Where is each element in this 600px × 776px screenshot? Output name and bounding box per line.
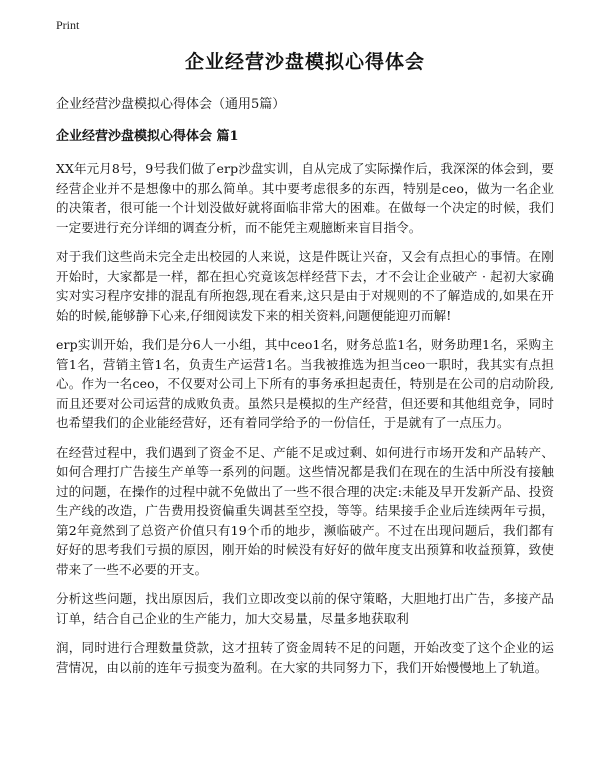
document-subtitle: 企业经营沙盘模拟心得体会（通用5篇） [56, 97, 286, 112]
paragraph-3: erp实训开始，我们是分6人一小组，其中ceo1名，财务总监1名，财务助理1名，采购主管1名，营销主管1名，负责生产运营1名。当我被推选为担当ceo一职时，我其实有点担心。作为一名ceo，不仅要对公司上下所有的事务承担起责任，特别是在公司的启动阶段,而且还要对公司运营的成败负责。虽然只是模拟的生产经营，但还要和其他组竞争，同时也希望我们的企业能经营好，还有着同学给予的一份信任，于是就有了一点压力。 [56, 337, 554, 430]
section-title: 企业经营沙盘模拟心得体会 篇1 [56, 129, 239, 144]
document-title: 企业经营沙盘模拟心得体会 [184, 51, 425, 73]
paragraph-1: XX年元月8号，9号我们做了erp沙盘实训，自从完成了实际操作后，我深深的体会到，要经营企业并不是想像中的那么简单。其中要考虑很多的东西，特别是ceo，做为一名企业的决策者，很可能一个计划没做好就将面临非常大的困难。在做每一个决定的时候，我们一定要进行充分详细的调查分析，而不能凭主观臆断来盲目指令。 [56, 161, 554, 235]
paragraph-6: 润，同时进行合理数量贷款，这才扭转了资金周转不足的问题，开始改变了这个企业的运营情况，由以前的连年亏损变为盈利。在大家的共同努力下，我们开始慢慢地上了轨道。 [56, 640, 554, 675]
paragraph-5: 分析这些问题，找出原因后，我们立即改变以前的保守策略，大胆地打出广告，多接产品订单，结合自己企业的生产能力，加大交易量，尽量多地获取利 [56, 591, 554, 626]
print-link[interactable]: Print [56, 18, 80, 32]
paragraph-2: 对于我们这些尚未完全走出校园的人来说，这是件既让兴奋，又会有点担心的事情。在刚开始时，大家都是一样，都在担心究竟该怎样经营下去，才不会让企业破产 · 起初大家确实对实习程序安排的混乱有所抱怨,现在看来,这只是由于对规则的不了解造成的,如果在开始的时候,能够静下心来,仔细阅读发下来的相关资料,问题便能迎刃而解! [56, 249, 554, 323]
document-page [56, 48, 554, 687]
paragraph-4: 在经营过程中，我们遇到了资金不足、产能不足或过剩、如何进行市场开发和产品转产、如何合理打广告接生产单等一系列的问题。这些情况都是我们在现在的生活中所没有接触过的问题，在操作的过程中就不免做出了一些不很合理的决定:未能及早开发新产品、投资生产线的改造，广告费用投资偏重失调甚至空投，等等。结果接手企业后连续两年亏损，第2年竟然到了总资产价值只有19个币的地步，濒临破产。不过在出现问题后，我们都有好好的思考我们亏损的原因，刚开始的时候没有好好的做年度支出预算和收益预算，致使带来了一些不必要的开支。 [56, 444, 554, 577]
